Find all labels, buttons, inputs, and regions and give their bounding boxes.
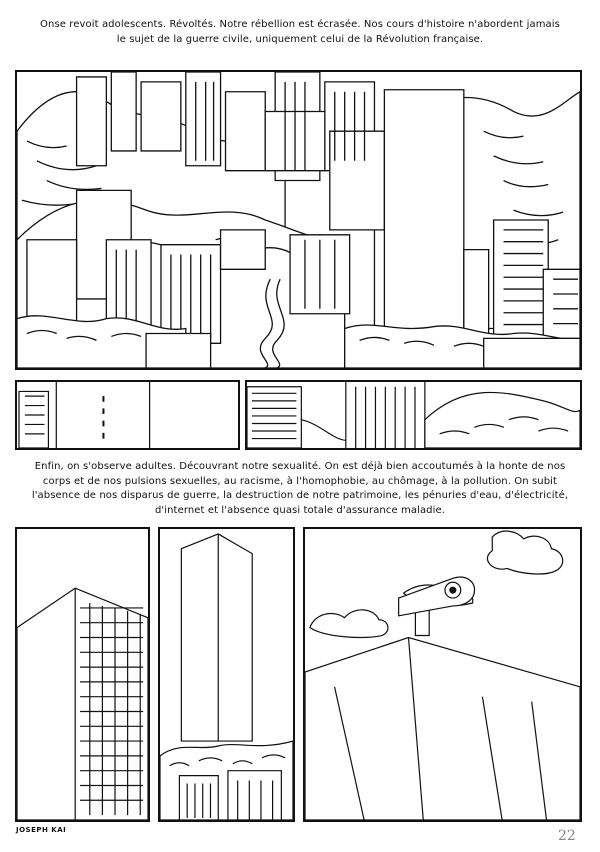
panel-tower bbox=[158, 527, 295, 822]
page-number: 22 bbox=[558, 828, 576, 844]
caption-top: Onse revoit adolescents. Révoltés. Notre rébellion est écrasée. Nos cours d'histoire n'abordent jamais le sujet de la guerre civile, uniquement celui de la Révolution française. bbox=[40, 19, 560, 45]
panel-strip-right bbox=[245, 380, 582, 450]
artist-signature: JOSEPH KAI bbox=[16, 826, 67, 834]
tower-illustration bbox=[160, 529, 293, 820]
strip-right-illustration bbox=[247, 382, 580, 448]
panel-surveillance-camera bbox=[303, 527, 582, 822]
strip-left-illustration bbox=[17, 382, 238, 448]
panel-city-valley bbox=[15, 70, 582, 370]
panel-strip-left bbox=[15, 380, 240, 450]
panel-office-block bbox=[15, 527, 150, 822]
city-valley-illustration bbox=[17, 72, 580, 368]
camera-illustration bbox=[305, 529, 580, 820]
office-block-illustration bbox=[17, 529, 148, 820]
caption-middle: Enfin, on s'observe adultes. Découvrant notre sexualité. On est déjà bien accoutumés à la honte de nos corps et de nos pulsions sexuelles, au racisme, à l'homophobie, au chômage, à la pollution. On subit l'absence de nos disparus de guerre, la destruction de notre patrimoine, les pénuries d'eau, d'électricité, d'internet et l'absence quasi totale d'assurance maladie. bbox=[31, 461, 569, 516]
